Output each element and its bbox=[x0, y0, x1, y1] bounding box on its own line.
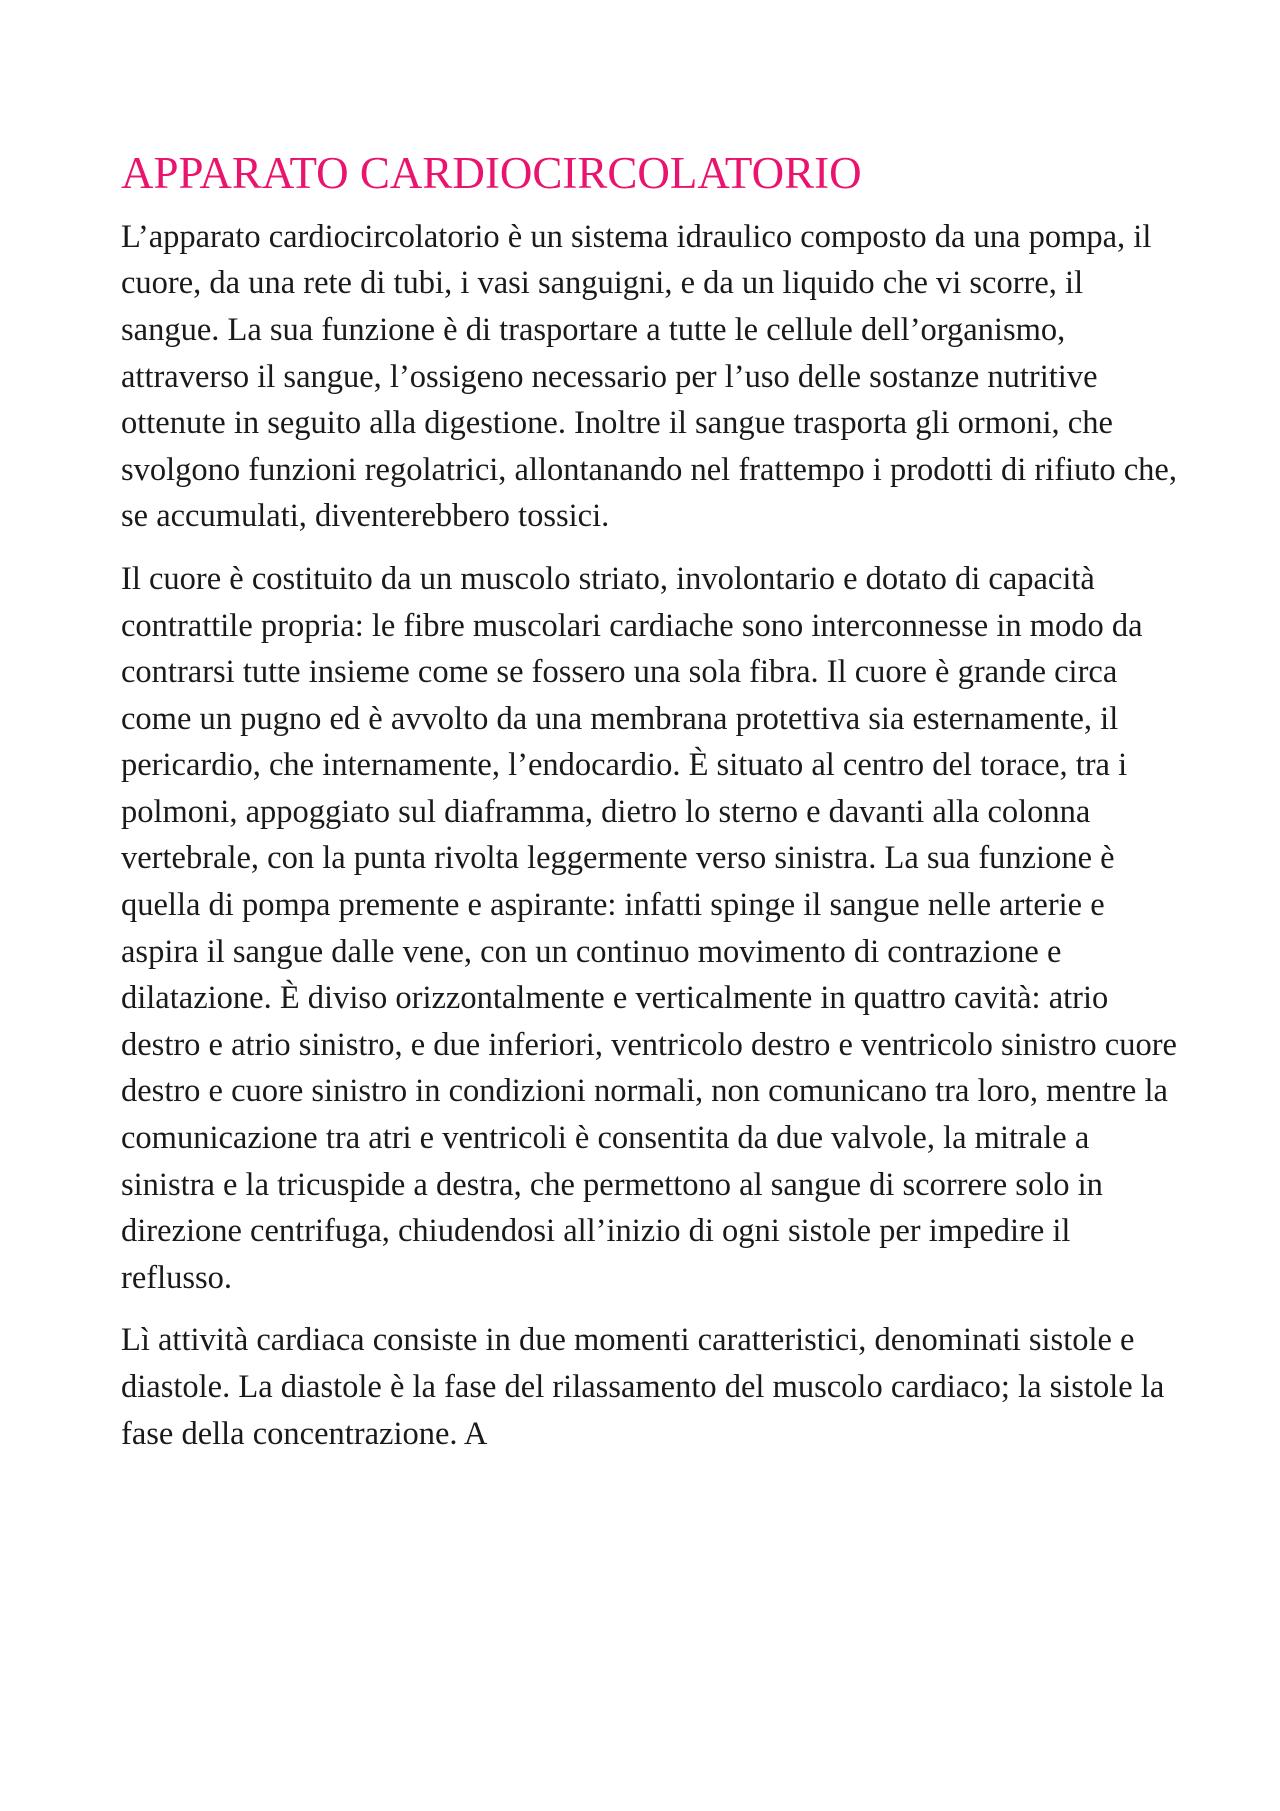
paragraph-cardiac-activity: Lì attività cardiaca consiste in due momenti caratteristici, denominati sistole e diastole. La diastole è la fase del rilassamento del muscolo cardiaco; la sistole la fase della concentrazione. A bbox=[121, 1322, 1165, 1452]
paragraph-heart: Il cuore è costituito da un muscolo striato, involontario e dotato di capacità contrattile propria: le fibre muscolari cardiache sono interconnesse in modo da contrarsi tutte insieme come se fossero una sola fibra. Il cuore è grande circa come un pugno ed è avvolto da una membrana protettiva sia esternamente, il pericardio, che internamente, l’endocardio. È situato al centro del torace, tra i polmoni, appoggiato sul diaframma, dietro lo sterno e davanti alla colonna vertebrale, con la punta rivolta leggermente verso sinistra. La sua funzione è quella di pompa premente e aspirante: infatti spinge il sangue nelle arterie e aspira il sangue dalle vene, con un continuo movimento di contrazione e dilatazione. È diviso orizzontalmente e verticalmente in quattro cavità: atrio destro e atrio sinistro, e due inferiori, ventricolo destro e ventricolo sinistro cuore destro e cuore sinistro in condizioni normali, non comunicano tra loro, mentre la comunicazione tra atri e ventricoli è consentita da due valvole, la mitrale a sinistra e la tricuspide a destra, che permettono al sangue di scorrere solo in direzione centrifuga, chiudendosi all’inizio di ogni sistole per impedire il reflusso. bbox=[121, 560, 1177, 1296]
paragraph-intro: L’apparato cardiocircolatorio è un sistema idraulico composto da una pompa, il cuore, da una rete di tubi, i vasi sanguigni, e da un liquido che vi scorre, il sangue. La sua funzione è di trasportare a tutte le cellule dell’organismo, attraverso il sangue, l’ossigeno necessario per l’uso delle sostanze nutritive ottenute in seguito alla digestione. Inoltre il sangue trasporta gli ormoni, che svolgono funzioni regolatrici, allontanando nel frattempo i prodotti di rifiuto che, se accumulati, diventerebbero tossici. bbox=[121, 218, 1177, 535]
page-title: APPARATO CARDIOCIRCOLATORIO bbox=[121, 148, 862, 198]
